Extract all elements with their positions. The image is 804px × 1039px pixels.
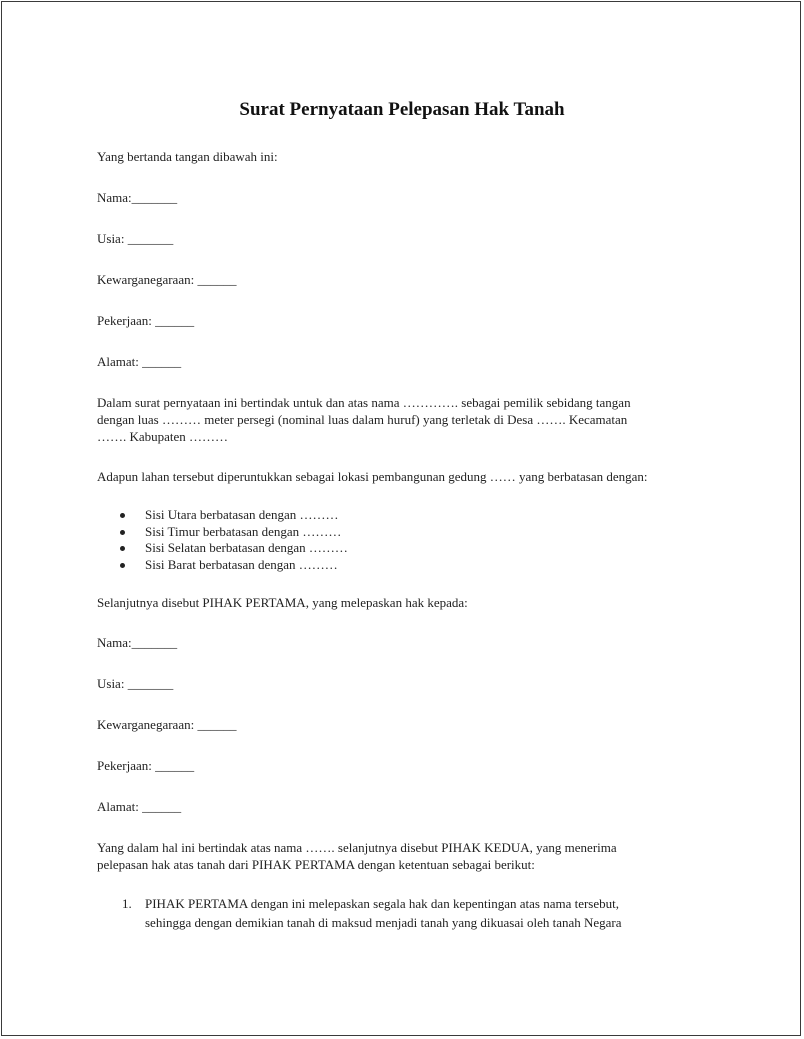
second-party-nationality-field: Kewarganegaraan: ______ — [97, 717, 237, 732]
border-list-item — [97, 507, 348, 524]
document-page — [1, 1, 801, 1036]
term-number: 1. — [122, 896, 132, 911]
intro-text: Yang bertanda tangan dibawah ini: — [97, 149, 278, 164]
first-party-nationality-field: Kewarganegaraan: ______ — [97, 272, 237, 287]
term-line: PIHAK PERTAMA dengan ini melepaskan segala hak dan kepentingan atas nama tersebut, — [145, 896, 619, 911]
first-party-age-field: Usia: _______ — [97, 231, 174, 246]
border-text: Sisi Utara berbatasan dengan ……… — [145, 507, 339, 522]
second-party-address-field: Alamat: ______ — [97, 799, 182, 814]
border-list-item — [97, 524, 348, 541]
second-party-line: pelepasan hak atas tanah dari PIHAK PERTAMA dengan ketentuan sebagai berikut: — [97, 857, 535, 872]
bullet-icon — [120, 530, 125, 535]
border-list-item — [97, 540, 348, 557]
transition-text: Selanjutnya disebut PIHAK PERTAMA, yang melepaskan hak kepada: — [97, 595, 468, 610]
border-text: Sisi Barat berbatasan dengan ……… — [145, 556, 338, 572]
land-use-text: Adapun lahan tersebut diperuntukkan sebagai lokasi pembangunan gedung …… yang berbatasan dengan: — [97, 469, 648, 484]
bullet-icon — [120, 513, 125, 518]
second-party-age-field: Usia: _______ — [97, 676, 174, 691]
second-party-name-field: Nama:_______ — [97, 635, 178, 650]
border-list — [97, 507, 348, 573]
bullet-icon — [120, 546, 125, 551]
first-party-name-field: Nama:_______ — [97, 190, 178, 205]
border-text: Sisi Timur berbatasan dengan ……… — [145, 523, 342, 539]
document-title: Surat Pernyataan Pelepasan Hak Tanah — [239, 99, 565, 120]
bullet-icon — [120, 563, 125, 568]
term-line: sehingga dengan demikian tanah di maksud menjadi tanah yang dikuasai oleh tanah Negara — [145, 915, 622, 930]
first-party-address-field: Alamat: ______ — [97, 354, 182, 369]
second-party-occupation-field: Pekerjaan: ______ — [97, 758, 195, 773]
statement-line: Dalam surat pernyataan ini bertindak untuk dan atas nama …………. sebagai pemilik sebidang tangan — [97, 395, 631, 410]
second-party-line: Yang dalam hal ini bertindak atas nama ……. selanjutnya disebut PIHAK KEDUA, yang menerima — [97, 840, 617, 855]
statement-line: ……. Kabupaten ……… — [97, 429, 229, 444]
border-list-item — [97, 557, 348, 574]
first-party-occupation-field: Pekerjaan: ______ — [97, 313, 195, 328]
statement-line: dengan luas ……… meter persegi (nominal luas dalam huruf) yang terletak di Desa ……. Kecamatan — [97, 412, 628, 427]
border-text: Sisi Selatan berbatasan dengan ……… — [145, 540, 348, 555]
